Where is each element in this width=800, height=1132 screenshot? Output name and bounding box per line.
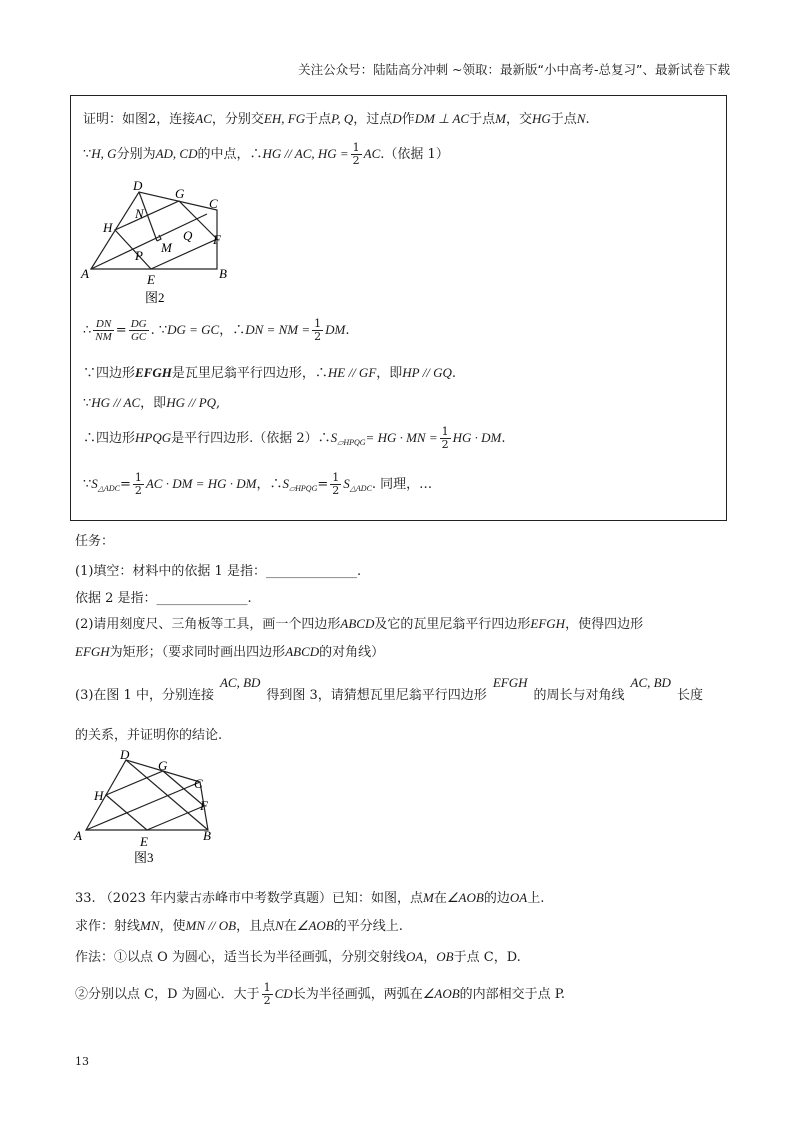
label-g: G bbox=[175, 186, 185, 201]
proof-line-3 bbox=[83, 318, 349, 343]
text: . bbox=[585, 112, 590, 127]
text: 在 bbox=[283, 919, 297, 934]
text: 的中点，∴ bbox=[197, 147, 263, 162]
text: ∵ bbox=[83, 147, 92, 162]
frac-den: 2 bbox=[134, 484, 142, 497]
math: AC bbox=[363, 146, 381, 161]
math: ABCD bbox=[340, 616, 375, 631]
math: S bbox=[282, 476, 289, 491]
text: ，过点 bbox=[353, 112, 393, 127]
label-g: G bbox=[158, 758, 168, 773]
frac-num: 1 bbox=[441, 425, 449, 438]
text: 是瓦里尼翁平行四边形，∴ bbox=[171, 366, 328, 381]
math: HE // GF bbox=[327, 365, 377, 380]
fraction-half bbox=[262, 982, 273, 1007]
figure-2-caption: 图2 bbox=[145, 290, 165, 305]
label-c: C bbox=[194, 776, 203, 791]
text: 的内部相交于点 P. bbox=[459, 987, 566, 1002]
proof-line-6 bbox=[83, 426, 506, 451]
fraction-dn-nm bbox=[93, 318, 114, 343]
text: ②分别以点 C，D 为圆心．大于 bbox=[75, 987, 260, 1002]
label-b: B bbox=[219, 266, 227, 281]
math: MN // OB bbox=[185, 918, 237, 933]
q33-line-2 bbox=[75, 915, 403, 934]
text: = bbox=[119, 477, 131, 492]
proof-line-7 bbox=[83, 472, 432, 497]
q33-line-4 bbox=[75, 982, 565, 1007]
text: (3)在图 1 中，分别连接 bbox=[75, 688, 214, 703]
fraction-half bbox=[330, 472, 341, 497]
text: (2)请用刻度尺、三角板等工具，画一个四边形 bbox=[75, 617, 341, 632]
proof-box bbox=[70, 95, 727, 521]
frac-num: 1 bbox=[352, 141, 360, 154]
text: ，分别交 bbox=[211, 112, 264, 127]
math: EFGH bbox=[135, 365, 172, 380]
math: H, G bbox=[91, 146, 117, 161]
text: ，且点 bbox=[236, 919, 276, 934]
label-a: A bbox=[81, 266, 89, 281]
text: = bbox=[317, 477, 329, 492]
text: ， bbox=[423, 950, 437, 965]
text: 的周长与对角线 bbox=[533, 688, 625, 703]
text: , bbox=[216, 396, 221, 411]
text: . ∵ bbox=[150, 323, 168, 338]
text: 33. （2023 年内蒙古赤峰市中考数学真题）已知：如图，点 bbox=[75, 891, 424, 906]
text: ，使 bbox=[159, 919, 186, 934]
math: D bbox=[392, 111, 402, 126]
math: AC, BD bbox=[219, 675, 261, 690]
math: HG bbox=[531, 111, 551, 126]
math: M bbox=[423, 890, 434, 905]
math: = HG · MN = bbox=[365, 430, 438, 445]
proof-line-4 bbox=[83, 362, 456, 381]
text: ，即 bbox=[376, 366, 403, 381]
math: S bbox=[343, 476, 350, 491]
task-2-line-1 bbox=[75, 613, 643, 632]
subscript: ▱HPQG bbox=[288, 484, 318, 493]
proof-line-1 bbox=[83, 108, 590, 127]
math: HP // GQ bbox=[402, 365, 452, 380]
label-d: D bbox=[120, 748, 130, 762]
label-e: E bbox=[140, 834, 148, 849]
label-h: H bbox=[94, 788, 104, 803]
label-p: P bbox=[135, 248, 143, 263]
page-number: 13 bbox=[75, 1055, 89, 1068]
proof-line-2 bbox=[83, 142, 449, 167]
frac-num: 1 bbox=[263, 981, 271, 994]
math: ∠AOB bbox=[296, 918, 334, 933]
proof-line-5 bbox=[83, 392, 220, 411]
text: 分别为 bbox=[116, 147, 156, 162]
text: ∵四边形 bbox=[83, 366, 136, 381]
label-m: M bbox=[161, 240, 172, 255]
math: HPQG bbox=[135, 430, 172, 445]
text: . bbox=[451, 366, 457, 381]
frac-den: 2 bbox=[441, 438, 449, 451]
frac-num: 1 bbox=[134, 471, 142, 484]
text: 的边 bbox=[483, 891, 510, 906]
text: ∵ bbox=[83, 477, 92, 492]
label-d: D bbox=[133, 180, 143, 193]
frac-den: 2 bbox=[352, 154, 360, 167]
math: EFGH bbox=[75, 644, 110, 659]
figure-2 bbox=[79, 180, 229, 310]
math: AC bbox=[195, 111, 212, 126]
math: DG = GC bbox=[167, 322, 220, 337]
math: ABCD bbox=[285, 644, 320, 659]
text: ，即 bbox=[140, 396, 167, 411]
quad-abcd bbox=[86, 760, 208, 830]
math: EH, FG bbox=[263, 111, 306, 126]
math: CD bbox=[274, 986, 293, 1001]
text: 及它的瓦里尼翁平行四边形 bbox=[374, 617, 531, 632]
math: N bbox=[275, 918, 284, 933]
text: 于点 bbox=[550, 112, 577, 127]
frac-den: NM bbox=[95, 331, 112, 343]
math: HG // PQ bbox=[166, 395, 217, 410]
frac-den: 2 bbox=[263, 994, 271, 1007]
text: 长为半径画弧，两弧在 bbox=[292, 987, 423, 1002]
text: 的对角线） bbox=[319, 645, 385, 660]
label-e: E bbox=[147, 272, 155, 287]
task-1b: 依据 2 是指：______________. bbox=[75, 591, 252, 606]
label-f: F bbox=[200, 798, 208, 813]
tasks-title: 任务： bbox=[75, 534, 115, 549]
math: OA bbox=[405, 949, 424, 964]
label-b: B bbox=[203, 828, 211, 843]
math: DM ⊥ AC bbox=[414, 111, 470, 126]
frac-num: 1 bbox=[314, 317, 322, 330]
figure-3 bbox=[70, 748, 220, 873]
text: 作 bbox=[401, 112, 415, 127]
fraction-half bbox=[351, 142, 362, 167]
subscript: △ADC bbox=[97, 484, 120, 493]
text: .（依据 1） bbox=[380, 147, 449, 162]
label-h: H bbox=[103, 220, 113, 235]
subscript: △ADC bbox=[349, 484, 372, 493]
task-3-line-1 bbox=[75, 675, 703, 703]
subscript: ▱HPQG bbox=[337, 438, 366, 447]
math: S bbox=[330, 430, 338, 445]
text: . bbox=[345, 323, 350, 338]
math: HG // AC bbox=[91, 395, 141, 410]
math: EFGH bbox=[492, 675, 528, 690]
page-header: 关注公众号：陆陆高分冲刺 ~领取：最新版“小中高考-总复习”、最新试卷下载 bbox=[298, 62, 730, 77]
text: 作法：①以点 O 为圆心，适当长为半径画弧，分别交射线 bbox=[75, 950, 406, 965]
math: HG // AC, HG = bbox=[262, 146, 349, 161]
q33-line-3 bbox=[75, 946, 521, 965]
text: 得到图 3，请猜想瓦里尼翁平行四边形 bbox=[266, 688, 487, 703]
text: ∵ bbox=[83, 396, 92, 411]
text: ，∴ bbox=[256, 477, 283, 492]
text: ，使得四边形 bbox=[565, 617, 644, 632]
math: EFGH bbox=[530, 616, 566, 631]
text: 证明：如图2，连接 bbox=[83, 112, 196, 127]
math: AD, CD bbox=[155, 146, 198, 161]
fraction-half bbox=[440, 426, 451, 451]
math: N bbox=[576, 111, 586, 126]
math: M bbox=[495, 111, 506, 126]
text: = bbox=[115, 323, 127, 338]
math: DN = NM = bbox=[245, 322, 311, 337]
text: 在 bbox=[433, 891, 447, 906]
math: OA bbox=[509, 890, 528, 905]
label-f: F bbox=[213, 232, 221, 247]
fraction-half bbox=[133, 472, 144, 497]
math: DM bbox=[325, 322, 346, 337]
frac-num: DN bbox=[93, 318, 114, 331]
text: 于点 bbox=[469, 112, 496, 127]
math: P, Q bbox=[331, 111, 354, 126]
task-2-line-2 bbox=[75, 641, 384, 660]
frac-num: DG bbox=[130, 318, 147, 330]
figure-3-caption: 图3 bbox=[134, 850, 154, 865]
math: ∠AOB bbox=[422, 986, 460, 1001]
text: 长度 bbox=[676, 688, 703, 703]
parallelogram-efgh bbox=[115, 201, 217, 269]
label-c: C bbox=[209, 196, 218, 211]
math: AC · DM = HG · DM bbox=[145, 476, 257, 491]
text: 为矩形；（要求同时画出四边形 bbox=[109, 645, 286, 660]
math: ∠AOB bbox=[446, 890, 484, 905]
math: HG · DM bbox=[452, 430, 502, 445]
text: 求作：射线 bbox=[75, 919, 141, 934]
label-q: Q bbox=[183, 228, 193, 243]
frac-den: GC bbox=[130, 331, 147, 343]
text: ∴ bbox=[83, 323, 92, 338]
text: ∴四边形 bbox=[83, 431, 136, 446]
label-a: A bbox=[74, 828, 82, 843]
fraction-dg-gc bbox=[129, 318, 149, 343]
frac-num: 1 bbox=[332, 471, 340, 484]
q33-line-1 bbox=[75, 887, 544, 906]
frac-den: 2 bbox=[314, 330, 322, 343]
math: OB bbox=[436, 949, 454, 964]
fraction-half bbox=[312, 318, 323, 343]
text: ，∴ bbox=[219, 323, 246, 338]
math: S bbox=[91, 476, 98, 491]
task-1: (1)填空：材料中的依据 1 是指：______________. bbox=[75, 564, 362, 579]
text: 是平行四边形.（依据 2）∴ bbox=[171, 431, 331, 446]
text: 的平分线上. bbox=[333, 919, 403, 934]
text: 于点 bbox=[305, 112, 332, 127]
math: MN bbox=[140, 918, 160, 933]
text: . bbox=[501, 431, 506, 446]
task-3-line-2: 的关系，并证明你的结论. bbox=[75, 728, 223, 743]
text: . 同理，… bbox=[371, 477, 433, 492]
text: 于点 C，D. bbox=[453, 950, 521, 965]
label-n: N bbox=[135, 206, 144, 221]
frac-den: 2 bbox=[332, 484, 340, 497]
math: AC, BD bbox=[630, 675, 671, 690]
text: ，交 bbox=[505, 112, 532, 127]
text: 上. bbox=[527, 891, 545, 906]
